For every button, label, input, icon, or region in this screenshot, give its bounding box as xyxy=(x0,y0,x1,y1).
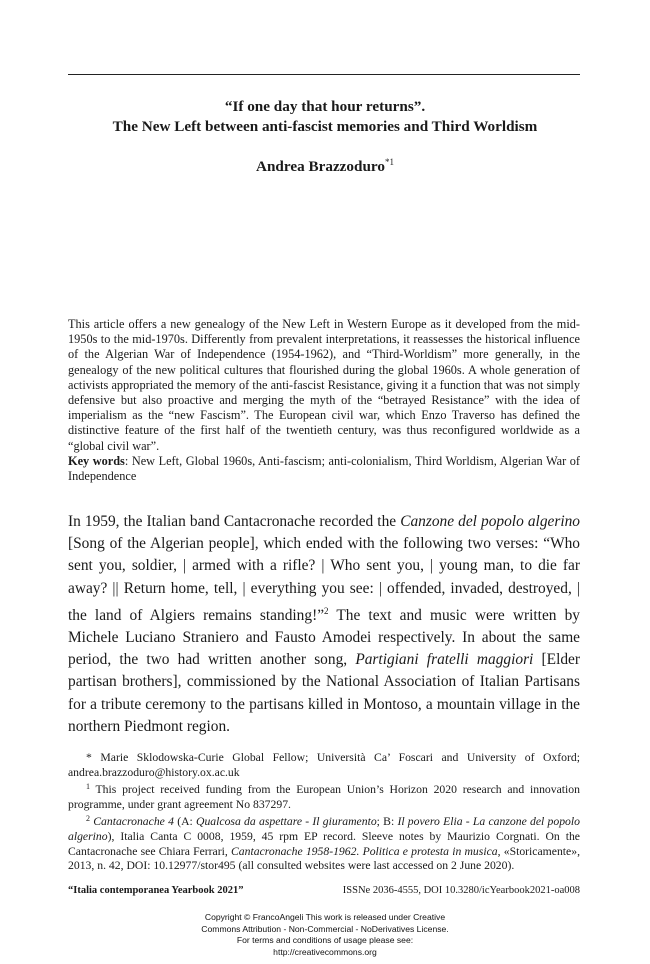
footnote-text: ), Italia Canta C 0008, 1959, 45 rpm EP record. Sleeve notes by Maurizio Corgnati. On the Cantacronache see Chiara Ferrari, xyxy=(68,829,580,858)
keywords-list: : New Left, Global 1960s, Anti-fascism; anti-colonialism, Third Worldism, Algerian War of Independence xyxy=(68,453,580,484)
author-footnote-marks: *1 xyxy=(384,157,394,167)
footnote-text: , «Storicamente», 2013, n. 42, DOI: 10.12977/stor495 (all consulted websites were last accessed on 2 June 2020). xyxy=(68,844,580,873)
top-rule xyxy=(68,74,580,75)
footnote-mark: 1 xyxy=(86,782,90,792)
song-title: Partigiani fratelli maggiori xyxy=(355,651,534,669)
article-title-line1: “If one day that hour returns”. xyxy=(224,98,426,115)
footnote-text: Il povero Elia - La canzone del popolo algerino xyxy=(68,815,580,843)
license-line-2: Commons Attribution - Non-Commercial - NoDerivatives License. xyxy=(201,923,449,934)
issn-doi: ISSNe 2036-4555, DOI 10.3280/icYearbook2021-oa008 xyxy=(342,885,580,896)
song-title: Canzone del popolo algerino xyxy=(400,513,581,530)
body-text-segment: The text and music were written by Michele Luciano Straniero and Fausto Amodei respectively. In about the same period, the two had written another song, xyxy=(68,606,580,669)
footnote-star: * Marie Sklodowska-Curie Global Fellow; Università Ca’ Foscari and University of Oxford; andrea.brazzoduro@history.ox.ac.uk xyxy=(68,751,580,779)
paragraph-1 xyxy=(68,511,580,738)
author-name xyxy=(0,157,650,176)
body-text-segment: In 1959, the Italian band Cantacronache recorded the xyxy=(68,513,401,530)
journal-name: “Italia contemporanea Yearbook 2021” xyxy=(68,885,244,896)
license-line-1: Copyright © FrancoAngeli This work is released under Creative xyxy=(204,912,446,922)
footnote-ref: 2 xyxy=(324,605,329,616)
footnote-text: Cantacronache 4 xyxy=(90,815,174,829)
author-name-text: Andrea Brazzoduro xyxy=(256,158,385,175)
footnote-text: Qualcosa da aspettare - Il giuramento xyxy=(196,815,377,829)
body-text-segment: [Song of the Algerian people], which ended with the following two verses: “Who sent you, soldier, | armed with a rifle? | Who sent you, | young man, to die far away? || Return home, tell, | everything you see: | offended, invaded, destroyed, | the land of Algiers remains standing!” xyxy=(68,535,580,624)
body-paragraph xyxy=(68,511,580,738)
article-title-line2: The New Left between anti-fascist memories and Third Worldism xyxy=(112,118,538,135)
license-notice xyxy=(0,912,650,958)
footnote-2 xyxy=(68,812,580,873)
footnote-text: (A: xyxy=(173,815,197,829)
abstract xyxy=(68,317,580,484)
abstract-text: This article offers a new genealogy of the New Left in Western Europe as it developed from the mid-1950s to the mid-1970s. Differently from prevalent interpretations, it reassesses the historical influence of the Algerian War of Independence (1954-1962), and “Third-Worldism” more generally, in the genealogy of the new political cultures that flourished during the global 1960s. A whole generation of activists appropriated the memory of the anti-fascist Resistance, giving it a function that was not simply defensive but also proactive and merging the myth of the “betrayed Resistance” with the idea of imperialism as the “new Fascism”. The European civil war, which Enzo Traverso has defined the distinctive feature of the first half of the twentieth century, was thus reconfigured worldwide as a “global civil war”. xyxy=(68,317,580,453)
footnote-text: This project received funding from the European Union’s Horizon 2020 research and innovation programme, under grant agreement No 837297. xyxy=(68,783,580,811)
footnote-text: ; B: xyxy=(376,815,398,829)
footnotes xyxy=(68,751,580,874)
body-text-segment: [Elder partisan brothers], commissioned by the National Association of Italian Partisans for a tribute ceremony to the partisans killed in Montoso, a mountain village in the northern Piedmont region. xyxy=(68,651,580,735)
license-line-3: For terms and conditions of usage please see: xyxy=(236,935,414,946)
footnote-mark: 2 xyxy=(86,814,90,824)
footnote-1 xyxy=(68,780,580,812)
keywords xyxy=(68,454,580,484)
footnote-text: Cantacronache 1958-1962. Politica e protesta in musica xyxy=(231,844,498,858)
license-link[interactable]: http://creativecommons.org xyxy=(273,946,377,957)
keywords-label: Key words xyxy=(68,453,125,468)
